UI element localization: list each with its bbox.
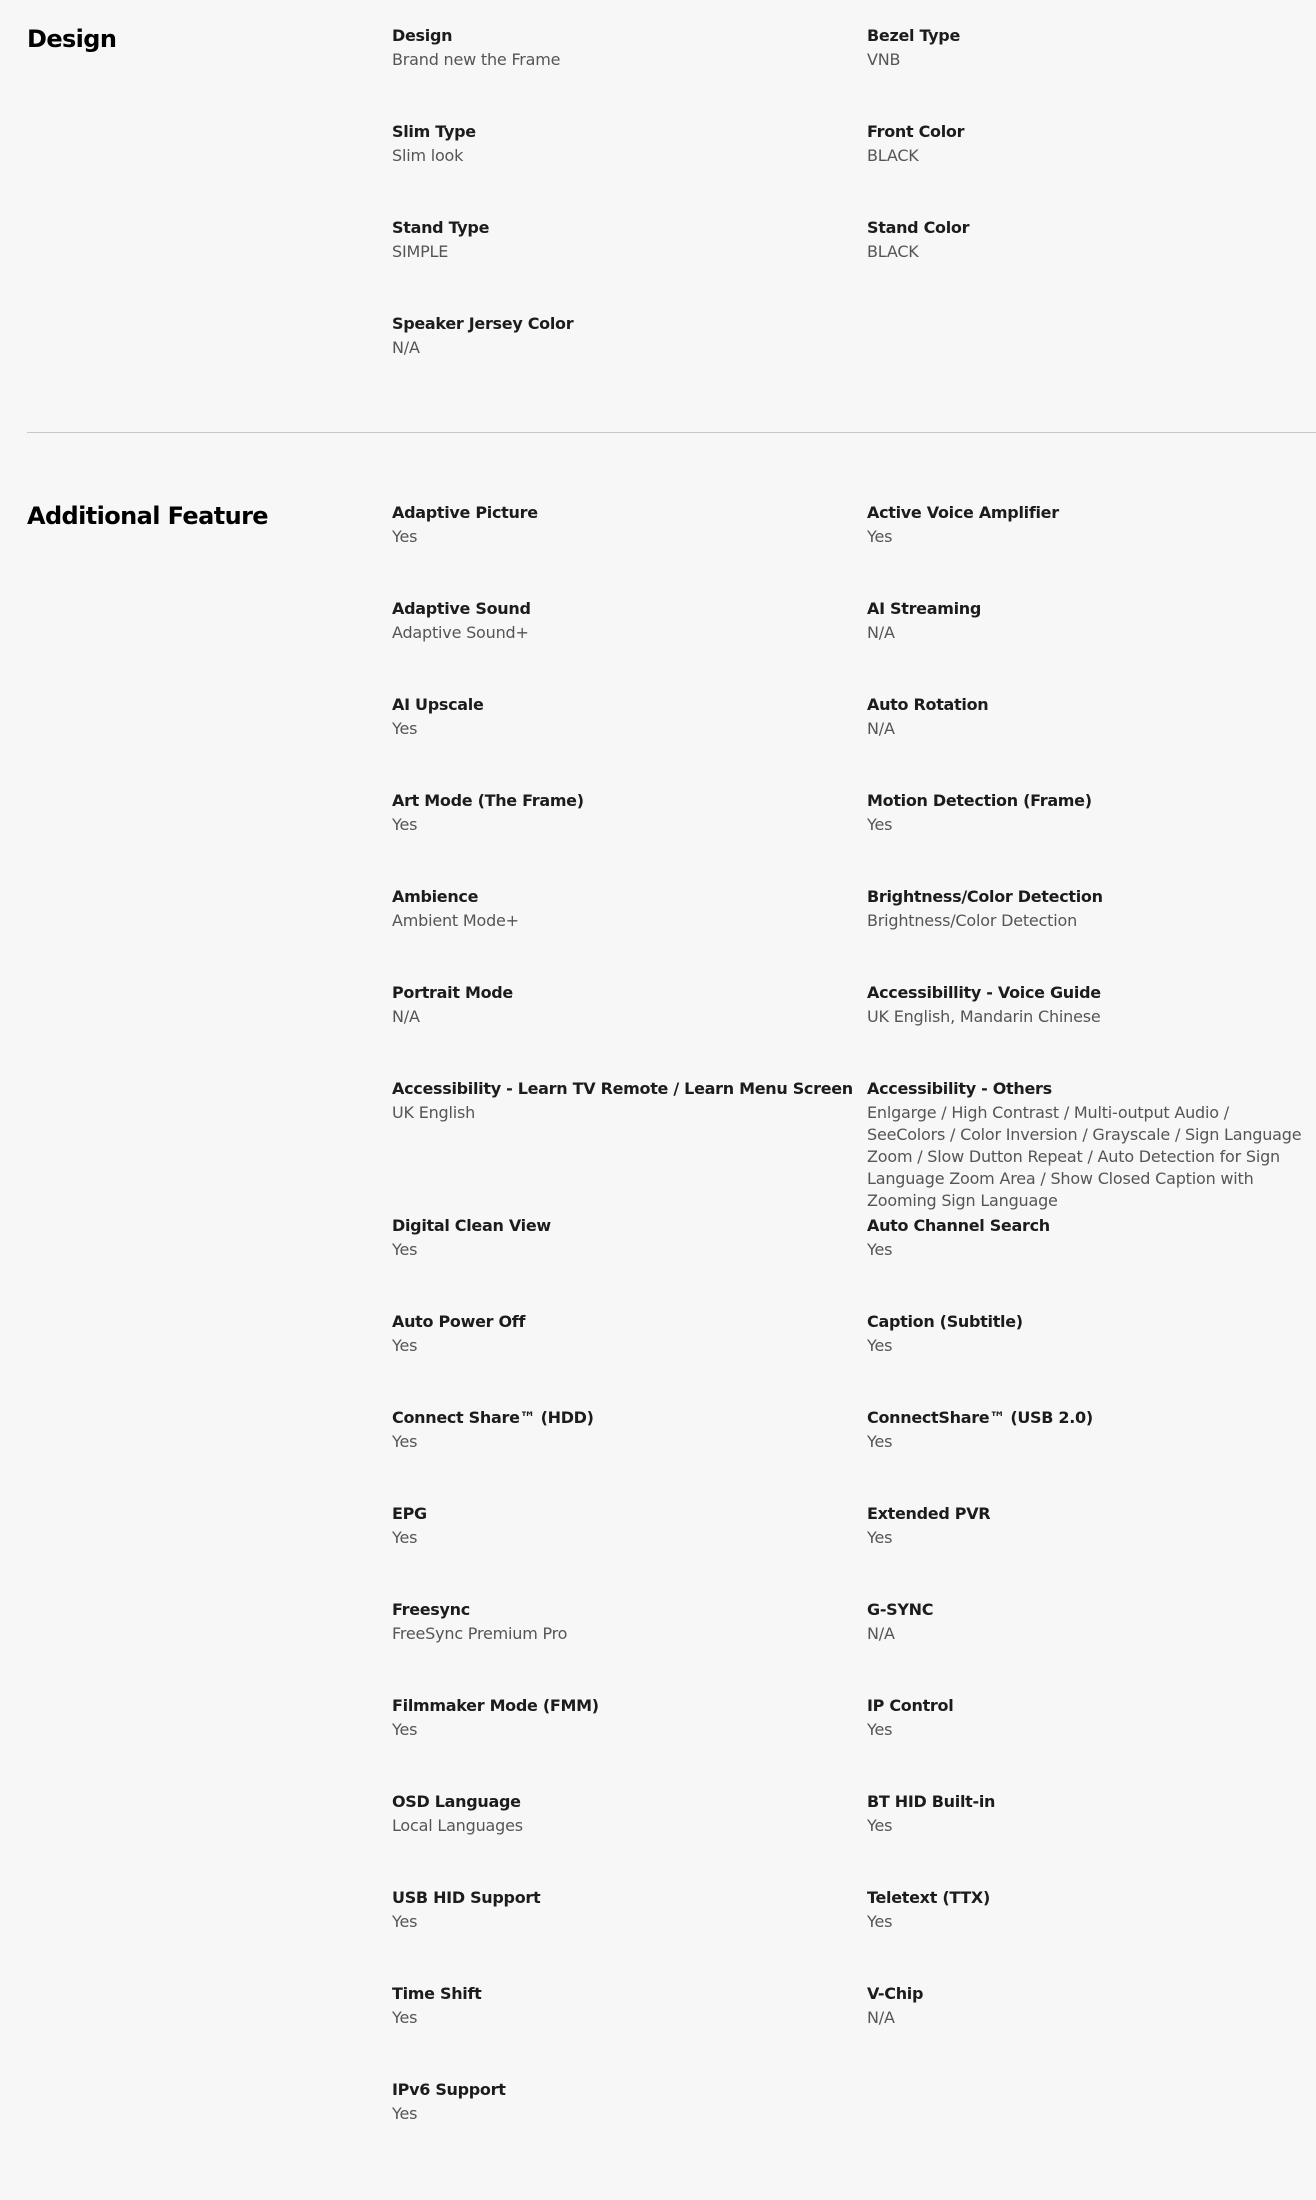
spec-value: Ambient Mode+ <box>392 911 519 930</box>
spec-value: Enlgarge / High Contrast / Multi-output Audio / SeeColors / Color Inversion / Grayscale / Sign Language Zoom / Slow Dutton Repeat / Auto Detection for Sign Language Zoom Area / Show Closed Caption with Zooming Sign Language <box>867 1103 1302 1210</box>
spec-value: Yes <box>392 719 418 738</box>
spec-item <box>867 22 1316 118</box>
spec-value: Yes <box>392 1912 418 1931</box>
spec-item <box>867 1596 1316 1692</box>
spec-item <box>392 310 867 406</box>
spec-item <box>867 1404 1316 1500</box>
spec-name: Slim Type <box>392 122 476 141</box>
spec-value: BLACK <box>867 242 919 261</box>
spec-name: USB HID Support <box>392 1888 541 1907</box>
spec-name: Active Voice Amplifier <box>867 503 1059 522</box>
spec-name: Digital Clean View <box>392 1216 551 1235</box>
spec-value: Brightness/Color Detection <box>867 911 1078 930</box>
section-title: Additional Feature <box>27 502 268 530</box>
spec-value: Yes <box>392 1720 418 1739</box>
spec-value: Yes <box>392 527 418 546</box>
spec-value: Slim look <box>392 146 464 165</box>
spec-value: Yes <box>867 815 893 834</box>
spec-item <box>867 1692 1316 1788</box>
spec-name: Time Shift <box>392 1984 482 2003</box>
spec-name: Auto Channel Search <box>867 1216 1050 1235</box>
spec-item <box>392 883 867 979</box>
spec-value: N/A <box>392 338 420 357</box>
spec-name: Filmmaker Mode (FMM) <box>392 1696 599 1715</box>
spec-item <box>867 1212 1316 1308</box>
spec-item <box>392 1212 867 1308</box>
spec-item <box>392 979 867 1075</box>
spec-item <box>392 1980 867 2076</box>
spec-item <box>867 787 1316 883</box>
spec-item <box>392 214 867 310</box>
spec-name: Speaker Jersey Color <box>392 314 574 333</box>
section-title: Design <box>27 25 117 53</box>
spec-value: Brand new the Frame <box>392 50 561 69</box>
spec-name: OSD Language <box>392 1792 521 1811</box>
spec-value: FreeSync Premium Pro <box>392 1624 568 1643</box>
spec-item <box>867 595 1316 691</box>
spec-value: Yes <box>392 1528 418 1547</box>
spec-name: Brightness/Color Detection <box>867 887 1103 906</box>
spec-value: Yes <box>392 2104 418 2123</box>
spec-name: Stand Type <box>392 218 490 237</box>
spec-value: N/A <box>392 1007 420 1026</box>
spec-value: Yes <box>867 1336 893 1355</box>
spec-grid <box>392 499 1316 2172</box>
spec-name: Auto Power Off <box>392 1312 526 1331</box>
spec-name: Accessibility - Learn TV Remote / Learn Menu Screen <box>392 1079 853 1098</box>
spec-item <box>867 118 1316 214</box>
spec-value: Yes <box>392 815 418 834</box>
spec-item <box>392 1308 867 1404</box>
spec-item <box>867 1075 1316 1212</box>
spec-name: Art Mode (The Frame) <box>392 791 584 810</box>
spec-name: Extended PVR <box>867 1504 991 1523</box>
spec-name: Ambience <box>392 887 479 906</box>
spec-item <box>867 691 1316 787</box>
spec-value: N/A <box>867 1624 895 1643</box>
spec-value: VNB <box>867 50 901 69</box>
spec-name: Adaptive Picture <box>392 503 538 522</box>
spec-value: N/A <box>867 623 895 642</box>
spec-value: N/A <box>867 719 895 738</box>
spec-item <box>392 595 867 691</box>
spec-value: N/A <box>867 2008 895 2027</box>
spec-item <box>867 214 1316 310</box>
spec-value: Adaptive Sound+ <box>392 623 529 642</box>
spec-value: Yes <box>867 1912 893 1931</box>
spec-item <box>867 1308 1316 1404</box>
spec-item <box>392 1884 867 1980</box>
spec-item <box>392 1500 867 1596</box>
spec-name: AI Upscale <box>392 695 484 714</box>
spec-item <box>867 979 1316 1075</box>
spec-item <box>392 1692 867 1788</box>
spec-value: Yes <box>392 1336 418 1355</box>
spec-value: UK English, Mandarin Chinese <box>867 1007 1101 1026</box>
spec-grid <box>392 22 1316 406</box>
spec-name: Auto Rotation <box>867 695 989 714</box>
spec-name: IP Control <box>867 1696 954 1715</box>
section-divider <box>27 432 1316 433</box>
spec-value: Yes <box>867 527 893 546</box>
spec-item <box>392 499 867 595</box>
spec-item <box>867 499 1316 595</box>
spec-name: Freesync <box>392 1600 470 1619</box>
spec-value: BLACK <box>867 146 919 165</box>
spec-name: EPG <box>392 1504 427 1523</box>
spec-value: Yes <box>867 1720 893 1739</box>
spec-item <box>867 1500 1316 1596</box>
spec-item <box>392 1404 867 1500</box>
spec-name: Connect Share™ (HDD) <box>392 1408 594 1427</box>
spec-name: Accessibillity - Voice Guide <box>867 983 1101 1002</box>
spec-value: Yes <box>392 1240 418 1259</box>
spec-name: AI Streaming <box>867 599 982 618</box>
spec-item <box>392 1075 867 1212</box>
spec-value: Yes <box>867 1816 893 1835</box>
spec-name: Teletext (TTX) <box>867 1888 990 1907</box>
spec-name: G-SYNC <box>867 1600 934 1619</box>
spec-value: Yes <box>867 1528 893 1547</box>
spec-value: Yes <box>392 2008 418 2027</box>
spec-value: Yes <box>867 1240 893 1259</box>
spec-value: UK English <box>392 1103 476 1122</box>
spec-name: Adaptive Sound <box>392 599 531 618</box>
spec-value: SIMPLE <box>392 242 449 261</box>
spec-name: Front Color <box>867 122 965 141</box>
spec-name: Motion Detection (Frame) <box>867 791 1092 810</box>
spec-item <box>392 691 867 787</box>
spec-name: Portrait Mode <box>392 983 513 1002</box>
spec-item <box>392 1788 867 1884</box>
spec-item <box>867 1980 1316 2076</box>
spec-item <box>867 1788 1316 1884</box>
spec-item <box>867 883 1316 979</box>
spec-value: Yes <box>867 1432 893 1451</box>
spec-name: Stand Color <box>867 218 970 237</box>
spec-name: IPv6 Support <box>392 2080 506 2099</box>
spec-item <box>392 118 867 214</box>
spec-item <box>392 2076 867 2172</box>
spec-name: Accessibility - Others <box>867 1079 1052 1098</box>
spec-item <box>392 787 867 883</box>
spec-name: V-Chip <box>867 1984 924 2003</box>
spec-item <box>867 1884 1316 1980</box>
spec-name: Caption (Subtitle) <box>867 1312 1023 1331</box>
spec-name: Design <box>392 26 453 45</box>
spec-name: BT HID Built-in <box>867 1792 996 1811</box>
spec-value: Yes <box>392 1432 418 1451</box>
spec-name: Bezel Type <box>867 26 961 45</box>
spec-item <box>392 22 867 118</box>
spec-value: Local Languages <box>392 1816 523 1835</box>
spec-name: ConnectShare™ (USB 2.0) <box>867 1408 1093 1427</box>
spec-item <box>392 1596 867 1692</box>
